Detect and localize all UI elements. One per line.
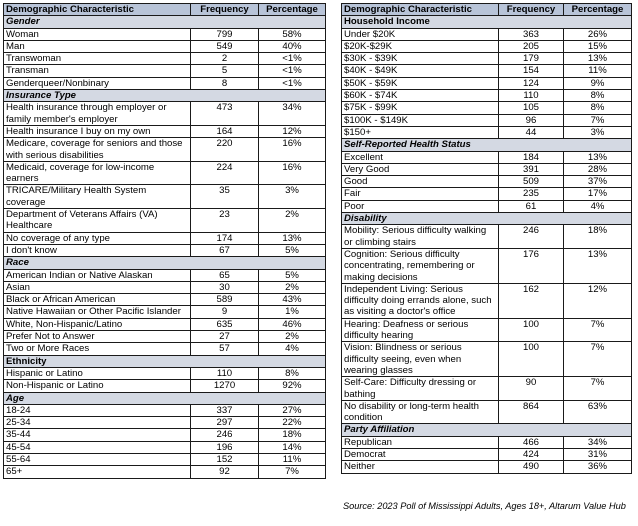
frequency-cell: 799 [191,28,259,40]
percentage-cell: 37% [564,176,632,188]
table-row [4,306,326,318]
percentage-cell: 28% [564,163,632,175]
table-row [4,28,326,40]
row-label: Mobility: Serious difficulty walking or climbing stairs [342,225,499,249]
table-row [342,90,632,102]
percentage-cell: 1% [259,306,326,318]
row-label: Transwoman [4,53,191,65]
table-row [342,188,632,200]
row-label: Fair [342,188,499,200]
percentage-cell: 22% [259,417,326,429]
row-label: 35-44 [4,429,191,441]
table-row [342,200,632,212]
table-header-row [4,4,326,16]
percentage-cell: 4% [564,200,632,212]
table-row [342,53,632,65]
frequency-cell: 205 [499,40,564,52]
percentage-cell: 18% [564,225,632,249]
percentage-cell: 11% [259,453,326,465]
row-label: $20K-$29K [342,40,499,52]
row-label: Native Hawaiian or Other Pacific Islander [4,306,191,318]
frequency-cell: 246 [499,225,564,249]
section-row [342,16,632,28]
frequency-cell: 8 [191,77,259,89]
frequency-cell: 174 [191,232,259,244]
frequency-cell: 23 [191,209,259,233]
row-label: 25-34 [4,417,191,429]
section-row [4,16,326,28]
frequency-cell: 92 [191,466,259,478]
table-row [4,343,326,355]
frequency-cell: 224 [191,161,259,185]
frequency-cell: 509 [499,176,564,188]
table-row [342,163,632,175]
table-row [342,176,632,188]
percentage-cell: 34% [564,436,632,448]
frequency-cell: 154 [499,65,564,77]
section-row [342,424,632,436]
row-label: Very Good [342,163,499,175]
percentage-cell: 3% [564,126,632,138]
frequency-cell: 110 [499,90,564,102]
frequency-cell: 363 [499,28,564,40]
table-header-row [342,4,632,16]
table-row [4,466,326,478]
row-label: 55-64 [4,453,191,465]
frequency-cell: 235 [499,188,564,200]
frequency-cell: 152 [191,453,259,465]
demographics-table-right [341,3,632,474]
percentage-cell: 63% [564,400,632,424]
table-row [342,283,632,318]
table-row [4,367,326,379]
frequency-cell: 549 [191,40,259,52]
frequency-cell: 635 [191,318,259,330]
table-row [342,318,632,342]
column-header: Percentage [564,4,632,16]
row-label: Woman [4,28,191,40]
table-row [4,77,326,89]
row-label: No disability or long-term health condition [342,400,499,424]
percentage-cell: <1% [259,77,326,89]
column-header: Frequency [499,4,564,16]
frequency-cell: 220 [191,138,259,162]
row-label: Health insurance through employer or family member's employer [4,102,191,126]
table-row [4,453,326,465]
table-row [4,318,326,330]
section-title: Age [4,392,326,404]
percentage-cell: 17% [564,188,632,200]
section-row [4,392,326,404]
column-header: Frequency [191,4,259,16]
table-row [4,404,326,416]
row-label: 65+ [4,466,191,478]
percentage-cell: 16% [259,138,326,162]
table-row [342,151,632,163]
frequency-cell: 466 [499,436,564,448]
percentage-cell: 4% [259,343,326,355]
frequency-cell: 864 [499,400,564,424]
percentage-cell: 13% [564,248,632,283]
table-row [342,28,632,40]
frequency-cell: 61 [499,200,564,212]
row-label: Independent Living: Serious difficulty doing errands alone, such as visiting a doctor's office [342,283,499,318]
percentage-cell: 5% [259,269,326,281]
frequency-cell: 124 [499,77,564,89]
table-row [4,417,326,429]
frequency-cell: 164 [191,125,259,137]
frequency-cell: 297 [191,417,259,429]
table-row [4,331,326,343]
percentage-cell: 13% [564,151,632,163]
section-title: Ethnicity [4,355,326,367]
row-label: Medicare, coverage for seniors and those with serious disabilities [4,138,191,162]
row-label: $100K - $149K [342,114,499,126]
row-label: Non-Hispanic or Latino [4,380,191,392]
percentage-cell: 7% [564,114,632,126]
row-label: 18-24 [4,404,191,416]
percentage-cell: 2% [259,331,326,343]
row-label: No coverage of any type [4,232,191,244]
frequency-cell: 179 [499,53,564,65]
frequency-cell: 337 [191,404,259,416]
percentage-cell: 13% [564,53,632,65]
section-title: Party Affiliation [342,424,632,436]
row-label: Hispanic or Latino [4,367,191,379]
row-label: Asian [4,281,191,293]
section-row [4,90,326,102]
table-row [342,40,632,52]
row-label: Republican [342,436,499,448]
table-row [342,126,632,138]
percentage-cell: 18% [259,429,326,441]
percentage-cell: 15% [564,40,632,52]
table-row [4,441,326,453]
table-row [4,65,326,77]
row-label: 45-54 [4,441,191,453]
table-row [4,161,326,185]
row-label: Two or More Races [4,343,191,355]
frequency-cell: 246 [191,429,259,441]
section-title: Household Income [342,16,632,28]
table-row [342,377,632,401]
row-label: $150+ [342,126,499,138]
frequency-cell: 473 [191,102,259,126]
section-title: Race [4,257,326,269]
percentage-cell: 46% [259,318,326,330]
table-row [342,225,632,249]
row-label: Poor [342,200,499,212]
percentage-cell: <1% [259,65,326,77]
table-row [342,342,632,377]
frequency-cell: 424 [499,448,564,460]
row-label: Genderqueer/Nonbinary [4,77,191,89]
percentage-cell: 92% [259,380,326,392]
percentage-cell: 12% [259,125,326,137]
percentage-cell: 36% [564,461,632,473]
percentage-cell: 11% [564,65,632,77]
table-row [4,102,326,126]
percentage-cell: 2% [259,209,326,233]
row-label: Black or African American [4,294,191,306]
table-row [4,209,326,233]
frequency-cell: 57 [191,343,259,355]
percentage-cell: 7% [564,377,632,401]
frequency-cell: 589 [191,294,259,306]
frequency-cell: 105 [499,102,564,114]
section-row [4,355,326,367]
row-label: Under $20K [342,28,499,40]
table-row [4,281,326,293]
percentage-cell: 8% [259,367,326,379]
section-row [342,139,632,151]
row-label: $40K - $49K [342,65,499,77]
section-title: Insurance Type [4,90,326,102]
row-label: $60K - $74K [342,90,499,102]
table-row [4,269,326,281]
row-label: Democrat [342,448,499,460]
frequency-cell: 35 [191,185,259,209]
table-row [4,380,326,392]
row-label: $75K - $99K [342,102,499,114]
frequency-cell: 1270 [191,380,259,392]
table-row [4,53,326,65]
source-note: Source: 2023 Poll of Mississippi Adults, Ages 18+, Altarum Value Hub [343,501,626,511]
frequency-cell: 90 [499,377,564,401]
table-row [342,448,632,460]
row-label: Good [342,176,499,188]
row-label: Hearing: Deafness or serious difficulty hearing [342,318,499,342]
row-label: I don't know [4,244,191,256]
percentage-cell: 7% [564,318,632,342]
row-label: White, Non-Hispanic/Latino [4,318,191,330]
frequency-cell: 44 [499,126,564,138]
frequency-cell: 67 [191,244,259,256]
column-header: Percentage [259,4,326,16]
percentage-cell: 13% [259,232,326,244]
row-label: Cognition: Serious difficulty concentrating, remembering or making decisions [342,248,499,283]
table-row [342,65,632,77]
row-label: Self-Care: Difficulty dressing or bathing [342,377,499,401]
table-row [342,102,632,114]
row-label: Health insurance I buy on my own [4,125,191,137]
frequency-cell: 490 [499,461,564,473]
row-label: Vision: Blindness or serious difficulty seeing, even when wearing glasses [342,342,499,377]
percentage-cell: 7% [259,466,326,478]
percentage-cell: 5% [259,244,326,256]
table-row [342,436,632,448]
section-row [342,213,632,225]
row-label: Man [4,40,191,52]
row-label: Department of Veterans Affairs (VA) Healthcare [4,209,191,233]
section-row [4,257,326,269]
row-label: $50K - $59K [342,77,499,89]
row-label: TRICARE/Military Health System coverage [4,185,191,209]
percentage-cell: 40% [259,40,326,52]
percentage-cell: 58% [259,28,326,40]
frequency-cell: 162 [499,283,564,318]
frequency-cell: 100 [499,318,564,342]
table-row [4,294,326,306]
frequency-cell: 176 [499,248,564,283]
percentage-cell: 2% [259,281,326,293]
percentage-cell: 8% [564,102,632,114]
table-row [342,77,632,89]
table-row [342,114,632,126]
row-label: Neither [342,461,499,473]
percentage-cell: 8% [564,90,632,102]
percentage-cell: 26% [564,28,632,40]
section-title: Self-Reported Health Status [342,139,632,151]
table-row [342,461,632,473]
column-header: Demographic Characteristic [342,4,499,16]
table-row [4,244,326,256]
frequency-cell: 65 [191,269,259,281]
row-label: $30K - $39K [342,53,499,65]
percentage-cell: 43% [259,294,326,306]
column-header: Demographic Characteristic [4,4,191,16]
frequency-cell: 2 [191,53,259,65]
table-row [4,185,326,209]
table-row [4,138,326,162]
table-row [342,248,632,283]
percentage-cell: 9% [564,77,632,89]
frequency-cell: 196 [191,441,259,453]
table-row [4,232,326,244]
percentage-cell: 27% [259,404,326,416]
section-title: Disability [342,213,632,225]
table-row [4,429,326,441]
frequency-cell: 100 [499,342,564,377]
frequency-cell: 30 [191,281,259,293]
percentage-cell: 31% [564,448,632,460]
percentage-cell: 3% [259,185,326,209]
row-label: Prefer Not to Answer [4,331,191,343]
percentage-cell: <1% [259,53,326,65]
frequency-cell: 96 [499,114,564,126]
row-label: American Indian or Native Alaskan [4,269,191,281]
frequency-cell: 110 [191,367,259,379]
row-label: Transman [4,65,191,77]
percentage-cell: 7% [564,342,632,377]
demographics-table-left [3,3,326,479]
section-title: Gender [4,16,326,28]
frequency-cell: 9 [191,306,259,318]
frequency-cell: 184 [499,151,564,163]
row-label: Medicaid, coverage for low-income earners [4,161,191,185]
percentage-cell: 12% [564,283,632,318]
frequency-cell: 27 [191,331,259,343]
table-row [342,400,632,424]
row-label: Excellent [342,151,499,163]
frequency-cell: 5 [191,65,259,77]
table-row [4,125,326,137]
percentage-cell: 34% [259,102,326,126]
percentage-cell: 14% [259,441,326,453]
frequency-cell: 391 [499,163,564,175]
table-row [4,40,326,52]
percentage-cell: 16% [259,161,326,185]
